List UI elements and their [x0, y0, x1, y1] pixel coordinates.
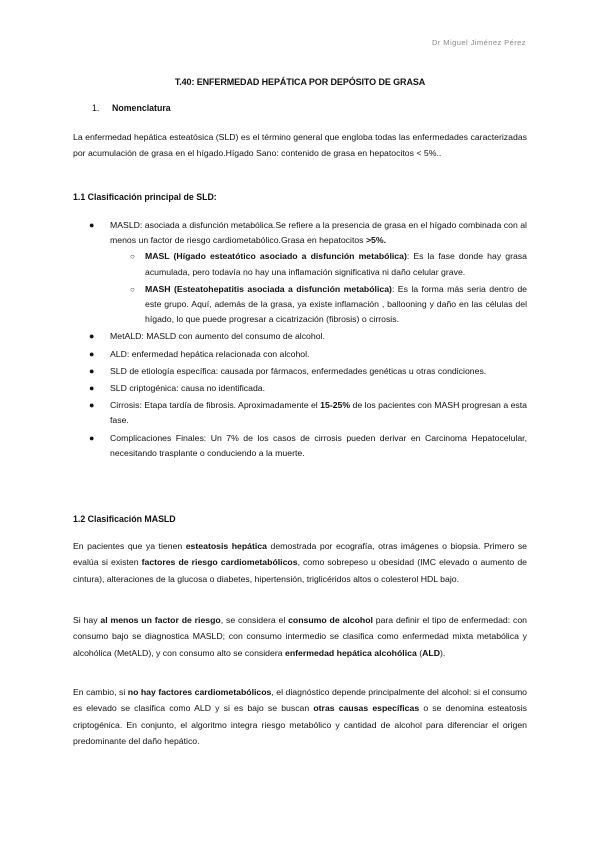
- section-heading-nomenclatura: [92, 103, 171, 113]
- bullet-icon: ●: [89, 432, 95, 443]
- section-heading-text: Nomenclatura: [112, 103, 171, 113]
- circle-bullet-icon: ○: [130, 252, 135, 262]
- intro-paragraph: La enfermedad hepática esteatósica (SLD) es el término general que engloba todas las enfermedades caracterizadas por acumulación de grasa en el hígado.Hígado Sano: contenido de grasa en hepatocitos < 5%..: [73, 132, 527, 159]
- list-item: ○ MASH (Esteatohepatitis asociada a disfunción metabólica): Es la forma más seria dentro de este grupo. Aquí, además de la grasa, ya existe inflamación , ballooning y daño en las células del hígado, lo que puede progresar a cicatrización (fibrosis) o cirrosis.: [130, 283, 527, 325]
- list-item: ● Complicaciones Finales: Un 7% de los casos de cirrosis pueden derivar en Carcinoma Hepatocelular, necesitando trasplante o conduciendo a la muerte.: [89, 432, 527, 458]
- header-author: Dr Miguel Jiménez Pérez: [431, 38, 526, 47]
- section-number: 1.: [92, 103, 100, 113]
- list-item: ● MASLD: asociada a disfunción metabólica.Se refiere a la presencia de grasa en el hígado combinada con al menos un factor de riesgo cardiometabólico.Grasa en hepatocitos >5%. ○ MASL (Hígado esteatótico asociado a disfunción metabólica): Es la fase donde hay grasa acumulada, pero todavía no hay una inflamación significativa ni daño celular grave. ○ MASH (Esteatohepatitis asociada a disfunción metabólica): Es la forma más seria dentro de este grupo. Aquí, además de la grasa, ya existe inflamación , ballooning y daño en las células del hígado, lo que puede progresar a cicatrización (fibrosis) o cirrosis.: [73, 218, 527, 327]
- paragraph-sin-factores: En cambio, si no hay factores cardiometabólicos, el diagnóstico depende principalmente del alcohol: si el consumo es elevado se clasifica como ALD y si es bajo se buscan otras causas específicas o se denomina esteatosis criptogénica. En conjunto, el algoritmo integra riesgo metabólico y cantidad de alcohol para diferenciar el origen predominante del daño hepático.: [73, 687, 528, 746]
- subheading-clasificacion-masld: 1.2 Clasificación MASLD: [73, 514, 176, 524]
- bullet-icon: ●: [89, 400, 95, 411]
- list-item: ● ALD: enfermedad hepática relacionada con alcohol.: [73, 347, 527, 362]
- bullet-icon: ●: [89, 383, 95, 394]
- bullet-icon: ●: [89, 348, 95, 359]
- list-item: ● SLD de etiología específica: causada por fármacos, enfermedades genéticas u otras condiciones.: [73, 364, 527, 379]
- page-title: T.40: ENFERMEDAD HEPÁTICA POR DEPÓSITO DE GRASA: [174, 77, 426, 87]
- bullet-icon: ●: [89, 331, 95, 342]
- bullet-icon: ●: [89, 365, 95, 376]
- list-item: ● Cirrosis: Etapa tardía de fibrosis. Aproximadamente el 15-25% de los pacientes con MASH progresan a esta fase.: [89, 400, 528, 426]
- circle-bullet-icon: ○: [130, 284, 135, 294]
- list-item: ○ MASL (Hígado esteatótico asociado a disfunción metabólica): Es la fase donde hay grasa acumulada, pero todavía no hay una inflamación significativa ni daño celular grave.: [130, 251, 527, 277]
- sld-classification-list: [73, 218, 527, 463]
- list-item: ● MetALD: MASLD con aumento del consumo de alcohol.: [73, 329, 527, 344]
- paragraph-esteatosis: En pacientes que ya tienen esteatosis hepática demostrada por ecografía, otras imágenes o biopsia. Primero se evalúa si existen factores de riesgo cardiometabólicos, como sobrepeso u obesidad (IMC elevado o aumento de cintura), alteraciones de la glucosa o diabetes, hipertensión, triglicéridos altos o colesterol HDL bajo.: [73, 541, 528, 584]
- subheading-clasificacion-sld: 1.1 Clasificación principal de SLD:: [73, 192, 217, 202]
- paragraph-factor-riesgo: Si hay al menos un factor de riesgo, se considera el consumo de alcohol para definir el tipo de enfermedad: con consumo bajo se diagnostica MASLD; con consumo intermedio se clasifica como enfermedad mixta metabólica y alcohólica (MetALD), y con consumo alto se considera enfermedad hepática alcohólica (ALD).: [73, 615, 527, 658]
- list-item: ● SLD criptogénica: causa no identificada.: [73, 381, 527, 396]
- bullet-icon: ●: [89, 220, 95, 230]
- masld-sublist: [110, 249, 527, 327]
